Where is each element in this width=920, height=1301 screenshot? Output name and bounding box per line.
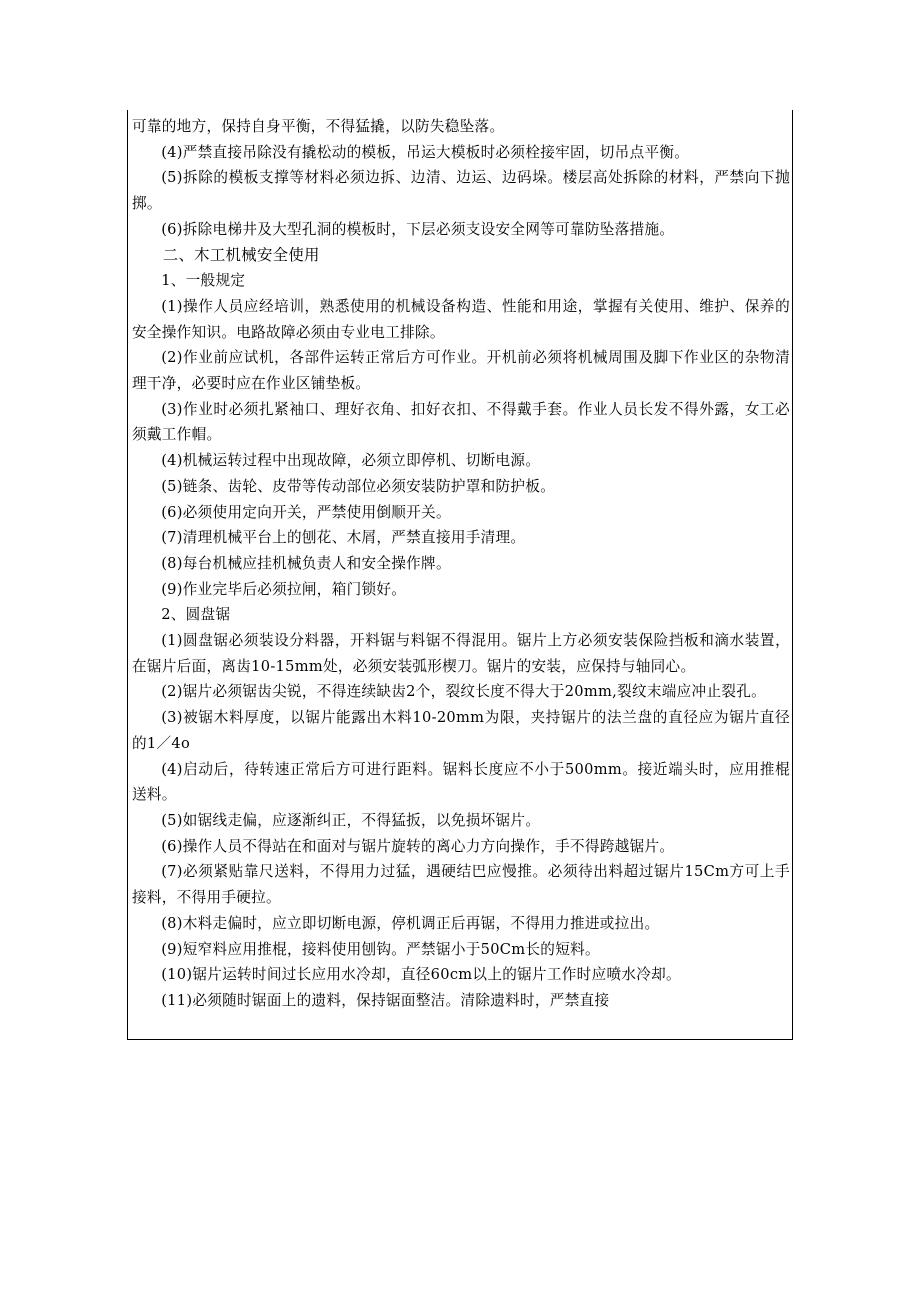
paragraph: (9)短窄料应用推棍，接料使用刨钩。严禁锯小于50Cm长的短料。 [161, 940, 600, 958]
paragraph: (6)操作人员不得站在和面对与锯片旋转的离心力方向操作，手不得跨越锯片。 [161, 837, 675, 855]
paragraph: (7)清理机械平台上的刨花、木屑，严禁直接用手清理。 [161, 529, 526, 547]
paragraph: (4)启动后，待转速正常后方可进行距料。锯料长度应不小于500mm。接近端头时，应用推棍送料。 [132, 760, 790, 804]
paragraph: (3)被锯木料厚度，以锯片能露出木料10-20mm为限，夹持锯片的法兰盘的直径应为锯片直径的1／4o [132, 709, 790, 752]
paragraph: (11)必须随时锯面上的遗料，保持锯面整洁。清除遗料时，严禁直接 [161, 991, 610, 1009]
paragraph: (8)木料走偏时，应立即切断电源，停机调正后再锯，不得用力推进或拉出。 [161, 914, 660, 932]
section-heading: 二、木工机械安全使用 [162, 245, 320, 264]
paragraph: (7)必须紧贴靠尺送料，不得用力过猛，遇硬结巴应慢推。必须待出料超过锯片15Cm方可上手接料，不得用手硬拉。 [132, 863, 790, 907]
document-body [132, 114, 790, 1014]
paragraph: 可靠的地方，保持自身平衡，不得猛撬，以防失稳坠落。 [132, 118, 505, 135]
paragraph: (1)圆盘锯必须装设分料器，开料锯与料锯不得混用。锯片上方必须安装保险挡板和滴水装置，在锯片后面，离齿10-15mm处，必须安装弧形楔刀。锯片的安装，应保持与轴同心。 [132, 632, 790, 675]
paragraph: 2、圆盘锯 [161, 606, 231, 624]
paragraph: (8)每台机械应挂机械负责人和安全操作牌。 [161, 554, 451, 572]
paragraph: (2)锯片必须锯齿尖锐，不得连续缺齿2个，裂纹长度不得大于20mm,裂纹末端应冲止裂孔。 [161, 683, 767, 701]
paragraph: (6)必须使用定向开关，严禁使用倒顺开关。 [161, 503, 451, 521]
paragraph: (10)锯片运转时间过长应用水冷却，直径60cm以上的锯片工作时应喷水冷却。 [161, 966, 681, 984]
paragraph: (3)作业时必须扎紧袖口、理好衣角、扣好衣扣、不得戴手套。作业人员长发不得外露，女工必须戴工作帽。 [132, 400, 790, 444]
paragraph: (6)拆除电梯井及大型孔洞的模板时，下层必须支设安全网等可靠防坠落措施。 [161, 220, 675, 238]
paragraph: 1、一般规定 [161, 272, 246, 290]
document-table-cell [127, 110, 793, 1040]
paragraph: (5)拆除的模板支撑等材料必须边拆、边清、边运、边码垛。楼层高处拆除的材料，严禁向下抛掷。 [132, 169, 790, 213]
paragraph: (5)如锯线走偏，应逐渐纠正，不得猛扳，以免损坏锯片。 [161, 811, 541, 829]
paragraph: (4)严禁直接吊除没有撬松动的模板，吊运大模板时必须栓接牢固，切吊点平衡。 [161, 143, 690, 161]
paragraph: (5)链条、齿轮、皮带等传动部位必须安装防护罩和防护板。 [161, 477, 556, 495]
paragraph: (9)作业完毕后必须拉闸，箱门锁好。 [161, 580, 407, 598]
paragraph: (1)操作人员应经培训，熟悉使用的机械设备构造、性能和用途，掌握有关使用、维护、保养的安全操作知识。电路故障必须由专业电工排除。 [132, 297, 790, 341]
paragraph: (2)作业前应试机，各部件运转正常后方可作业。开机前必须将机械周围及脚下作业区的杂物清理干净，必要时应在作业区铺垫板。 [132, 349, 790, 393]
paragraph: (4)机械运转过程中出现故障，必须立即停机、切断电源。 [161, 452, 541, 470]
